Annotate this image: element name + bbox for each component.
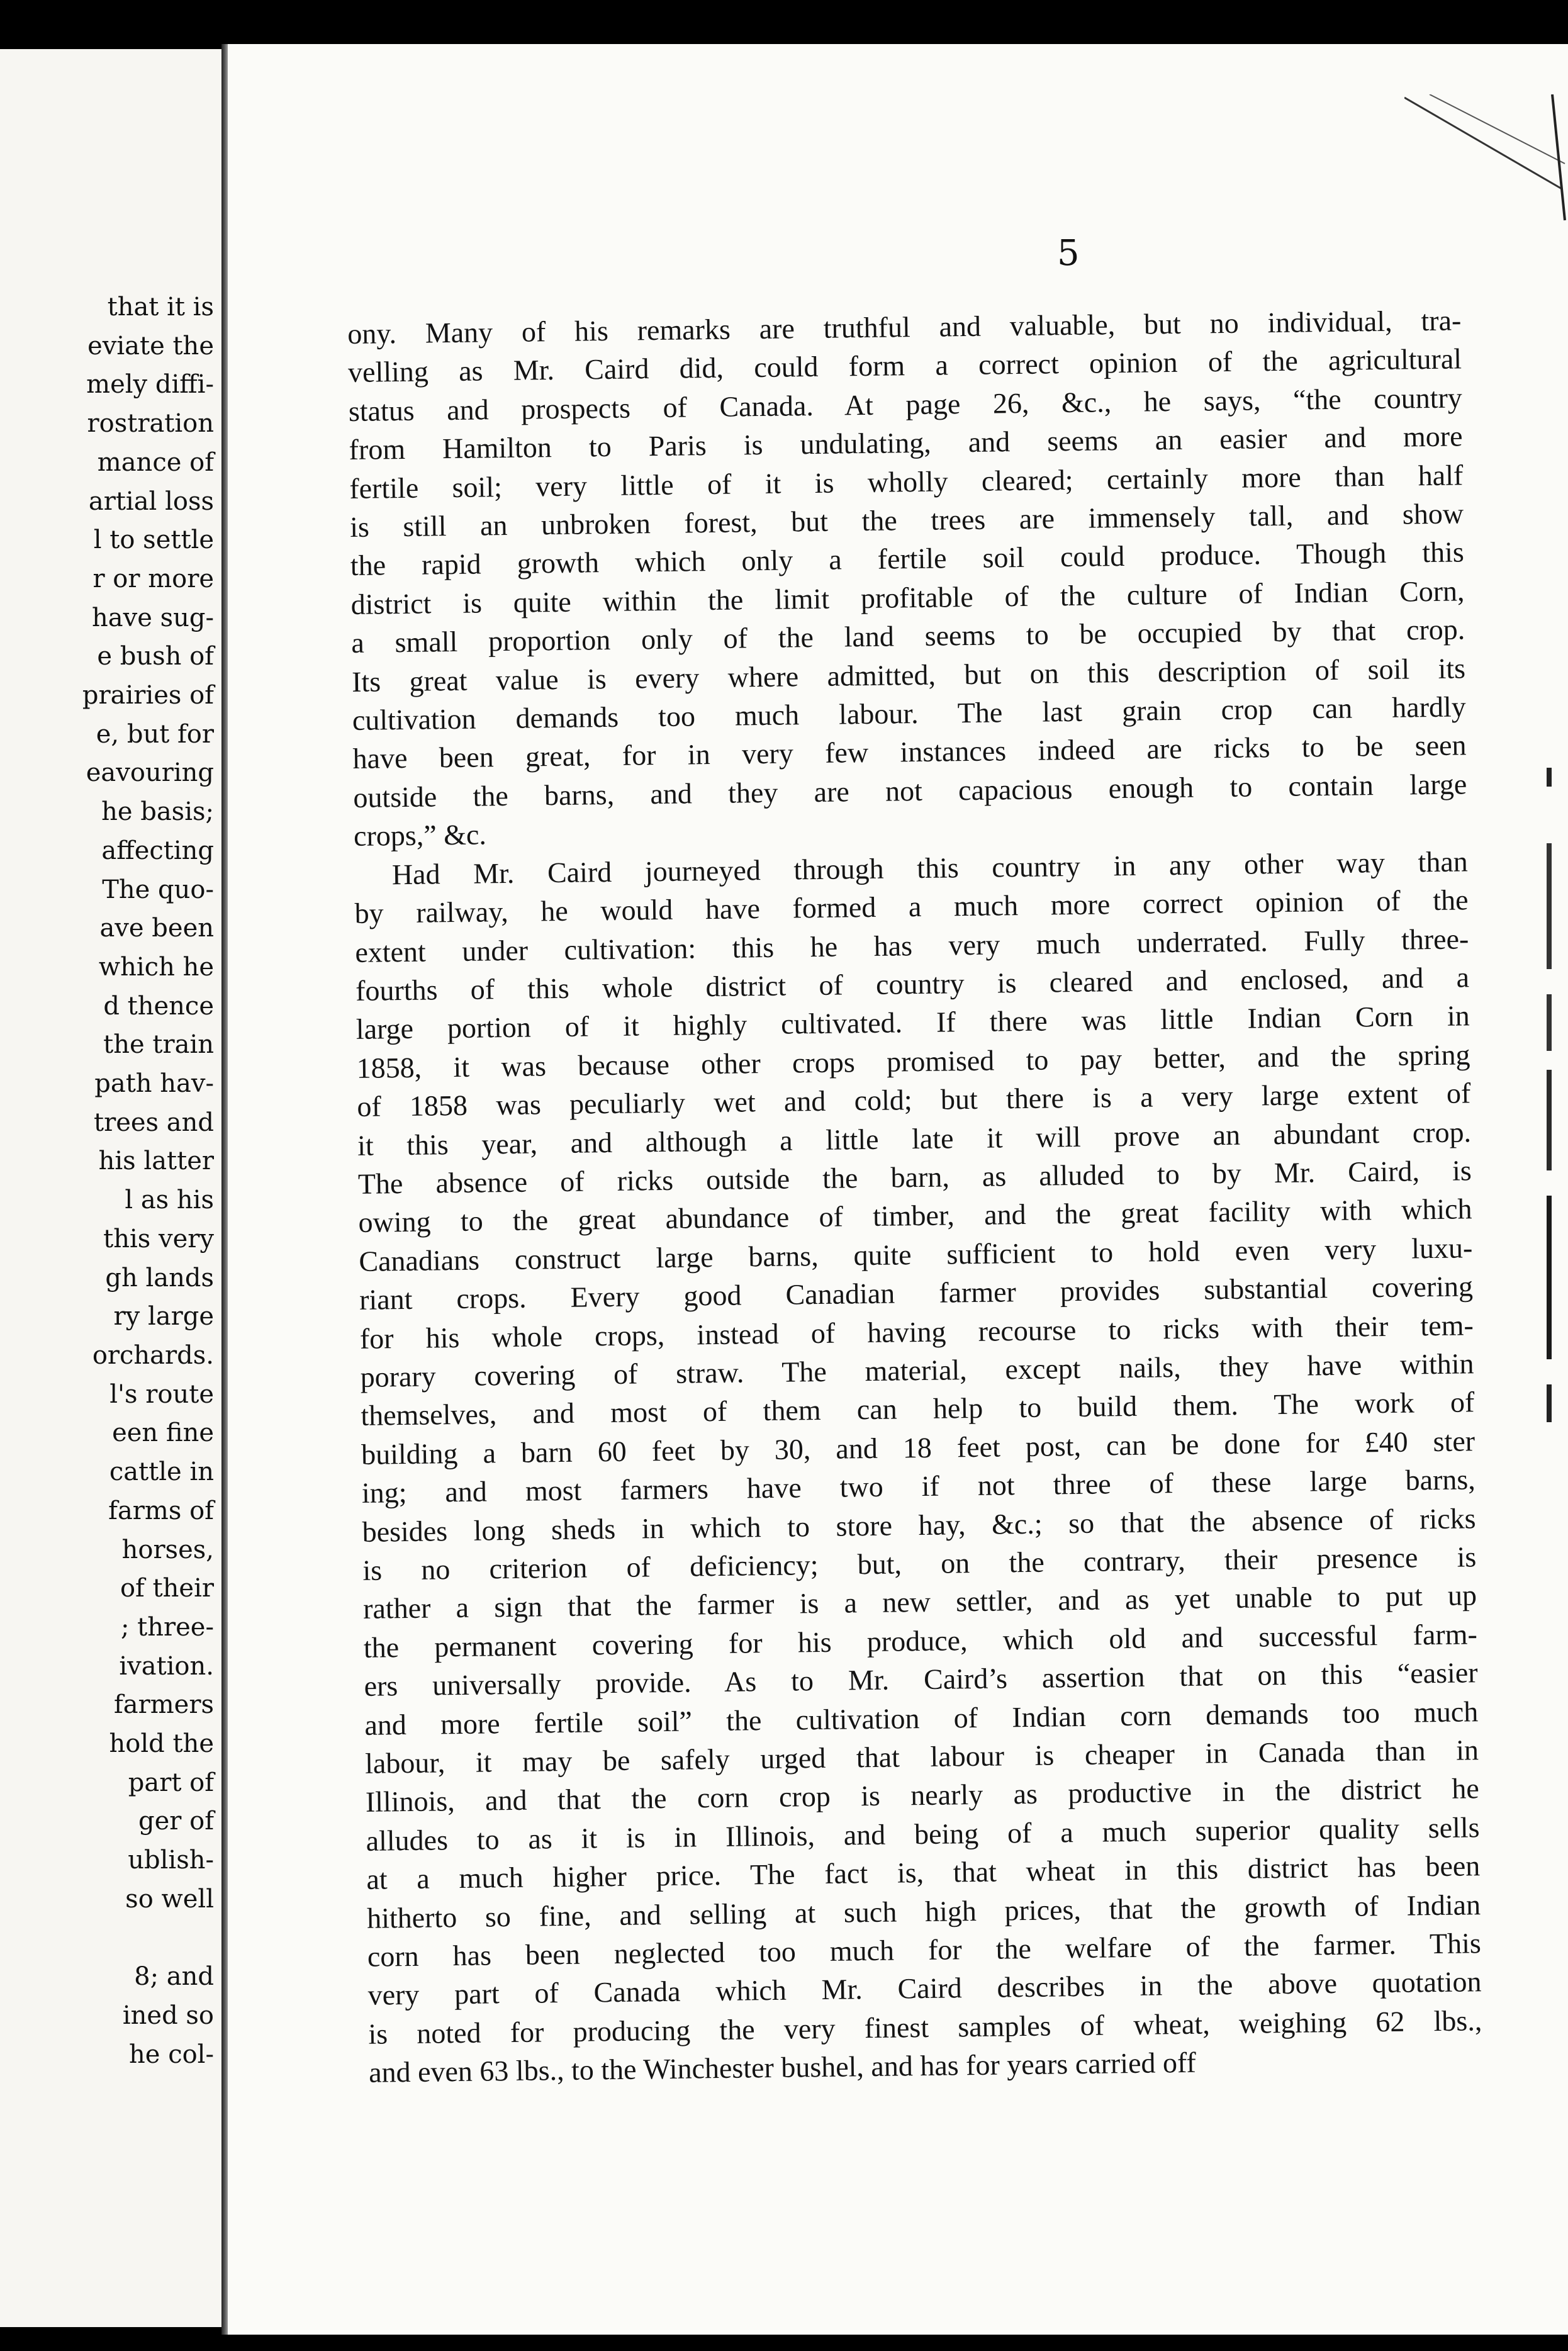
left-fragment-line: artial loss (88, 486, 214, 516)
left-fragment-line: so well (125, 1884, 214, 1914)
right-page (228, 44, 1568, 2335)
page-gutter (221, 44, 228, 2335)
left-fragment-line: eviate the (87, 331, 214, 361)
body-text-line: extent under cultivation: this he has very much underrated. Fully three- (355, 922, 1469, 968)
left-fragment-line: e, but for (96, 719, 214, 749)
body-text-line: hitherto so fine, and selling at such high prices, that the growth of Indian (366, 1888, 1481, 1934)
body-text-line: is still an unbroken forest, but the trees are immensely tall, and show (349, 497, 1464, 544)
body-text-line: The absence of ricks outside the barn, as alluded to by Mr. Caird, is (357, 1154, 1472, 1200)
body-text-line: ony. Many of his remarks are truthful and valuable, but no individual, tra- (347, 304, 1462, 350)
body-text-line: building a barn 60 feet by 30, and 18 feet post, can be done for £40 ster (361, 1425, 1476, 1471)
left-fragment-line: l to settle (93, 525, 214, 555)
page-number: 5 (1057, 233, 1080, 274)
body-text-line: by railway, he would have formed a much more correct opinion of the (354, 884, 1469, 930)
left-fragment-line: affecting (101, 836, 214, 865)
body-text-line: velling as Mr. Caird did, could form a correct opinion of the agricultural (347, 342, 1462, 389)
body-text-line: Had Mr. Caird journeyed through this country in any other way than (391, 844, 1469, 890)
body-text-line: fourths of this whole district of country is cleared and enclosed, and a (355, 961, 1470, 1007)
left-fragment-line: l as his (125, 1186, 214, 1215)
left-fragment-line: cattle in (109, 1457, 214, 1487)
left-fragment-line: of their (120, 1574, 214, 1603)
left-fragment-line: l's route (109, 1379, 214, 1409)
body-text-line: riant crops. Every good Canadian farmer provides substantial covering (359, 1270, 1474, 1316)
left-fragment-line: The quo- (102, 875, 214, 904)
left-page-text-fragments (82, 288, 214, 2074)
body-text-line: is no criterion of deficiency; but, on the contrary, their presence is (362, 1540, 1477, 1586)
left-fragment-line: d thence (103, 991, 214, 1021)
left-fragment-line: ; three- (120, 1612, 214, 1642)
left-fragment-line: eavouring (86, 758, 214, 788)
body-text-line: owing to the great abundance of timber, and the great facility with which (358, 1192, 1472, 1239)
left-page (0, 49, 221, 2327)
left-fragment-line: e bush of (97, 642, 214, 671)
body-text-line: porary covering of straw. The material, except nails, they have within (360, 1347, 1474, 1393)
body-text-line: themselves, and most of them can help to build them. The work of (361, 1386, 1475, 1432)
body-text-line: the permanent covering for his produce, which old and successful farm- (363, 1618, 1478, 1664)
body-text-line: ing; and most farmers have two if not three of these large barns, (361, 1463, 1476, 1510)
left-fragment-line: gh lands (105, 1263, 214, 1293)
left-fragment-line: which he (98, 952, 214, 982)
left-fragment-line: that it is (107, 293, 214, 322)
body-text-line: Canadians construct large barns, quite sufficient to hold even very luxu- (359, 1232, 1473, 1277)
left-fragment-line: orchards. (92, 1340, 214, 1370)
body-text-line: alludes to as it is in Illinois, and being of a much superior quality sells (366, 1811, 1480, 1857)
body-text-line: labour, it may be safely urged that labour is cheaper in Canada than in (364, 1734, 1479, 1780)
left-fragment-line: horses, (121, 1535, 214, 1564)
left-fragment-line: hold the (109, 1729, 214, 1759)
left-fragment-line: ger of (138, 1807, 214, 1836)
body-text-line: a small proportion only of the land seems to be occupied by that crop. (351, 613, 1465, 659)
body-text-line: large portion of it highly cultivated. If there was little Indian Corn in (356, 999, 1470, 1046)
body-text-line: very part of Canada which Mr. Caird describes in the above quotation (367, 1965, 1482, 2012)
page-corner-fold (1404, 94, 1568, 233)
left-fragment-line: 8; and (134, 1962, 214, 1992)
body-text-line: at a much higher price. The fact is, that wheat in this district has been (366, 1849, 1481, 1896)
left-fragment-line: part of (128, 1768, 214, 1797)
left-fragment-line: ave been (99, 914, 214, 943)
left-fragment-line: prairies of (82, 681, 214, 710)
body-text-line: Its great value is every where admitted, but on this description of soil its (351, 651, 1466, 698)
body-text-line: the rapid growth which only a fertile soil could produce. Though this (350, 536, 1465, 582)
left-fragment-line: mance of (97, 447, 214, 477)
left-fragment-line: path hav- (94, 1069, 214, 1099)
body-text-line: crops,” &c. (353, 818, 487, 853)
body-text-line: it this year, and although a little late it will prove an abundant crop. (357, 1115, 1472, 1162)
left-fragment-line: the train (103, 1030, 214, 1060)
body-text-line: rather a sign that the farmer is a new settler, and as yet unable to put up (362, 1579, 1477, 1625)
body-text-line: cultivation demands too much labour. The last grain crop can hardly (352, 690, 1467, 737)
left-fragment-line: farms of (108, 1496, 214, 1525)
left-fragment-line: his latter (98, 1147, 214, 1176)
body-text-line: for his whole crops, instead of having recourse to ricks with their tem- (359, 1308, 1474, 1355)
body-text-line: Illinois, and that the corn crop is nearly as productive in the district he (365, 1772, 1480, 1819)
body-text-line: fertile soil; very little of it is wholly cleared; certainly more than half (349, 458, 1464, 505)
left-fragment-line: have sug- (91, 603, 214, 632)
body-text-line: from Hamilton to Paris is undulating, and seems an easier and more (349, 420, 1463, 466)
left-fragment-line: he col- (129, 2040, 214, 2069)
left-fragment-line: ry large (113, 1302, 214, 1332)
left-fragment-line: ined so (122, 2000, 214, 2030)
body-text-line: corn has been neglected too much for the welfare of the farmer. This (367, 1927, 1482, 1973)
body-text-line: have been great, for in very few instances indeed are ricks to be seen (352, 729, 1467, 775)
body-text-line: outside the barns, and they are not capacious enough to contain large (353, 768, 1467, 814)
body-text-line: district is quite within the limit profitable of the culture of Indian Corn, (350, 575, 1465, 620)
body-text (347, 301, 1482, 2092)
left-fragment-line: this very (103, 1224, 214, 1254)
body-text-line: and even 63 lbs., to the Winchester bushel, and has for years carried off (368, 2046, 1197, 2089)
left-fragment-line: he basis; (101, 797, 214, 827)
body-text-line: ers universally provide. As to Mr. Caird’s assertion that on this “easier (364, 1656, 1478, 1703)
left-fragment-line: mely diffi- (86, 370, 214, 400)
left-fragment-line: een fine (112, 1418, 214, 1448)
left-fragment-line: trees and (94, 1108, 214, 1137)
body-text-line: 1858, it was because other crops promised to pay better, and the spring (356, 1038, 1470, 1084)
body-text-line: of 1858 was peculiarly wet and cold; but there is a very large extent of (357, 1077, 1471, 1123)
left-fragment-line: rostration (87, 409, 214, 439)
left-fragment-line: ublish- (128, 1846, 214, 1875)
body-text-line: is noted for producing the very finest samples of wheat, weighing 62 lbs., (368, 2004, 1482, 2050)
body-text-line: status and prospects of Canada. At page 26, &c., he says, “the country (348, 381, 1463, 427)
left-fragment-line: ivation. (119, 1651, 214, 1681)
body-text-line: and more fertile soil” the cultivation of Indian corn demands too much (364, 1695, 1479, 1741)
body-text-line: besides long sheds in which to store hay, &c.; so that the absence of ricks (362, 1501, 1476, 1548)
left-fragment-line: r or more (92, 564, 214, 593)
left-fragment-line: farmers (113, 1690, 214, 1720)
left-fragment-line (82, 1919, 214, 1958)
margin-marks (1544, 768, 1555, 1428)
